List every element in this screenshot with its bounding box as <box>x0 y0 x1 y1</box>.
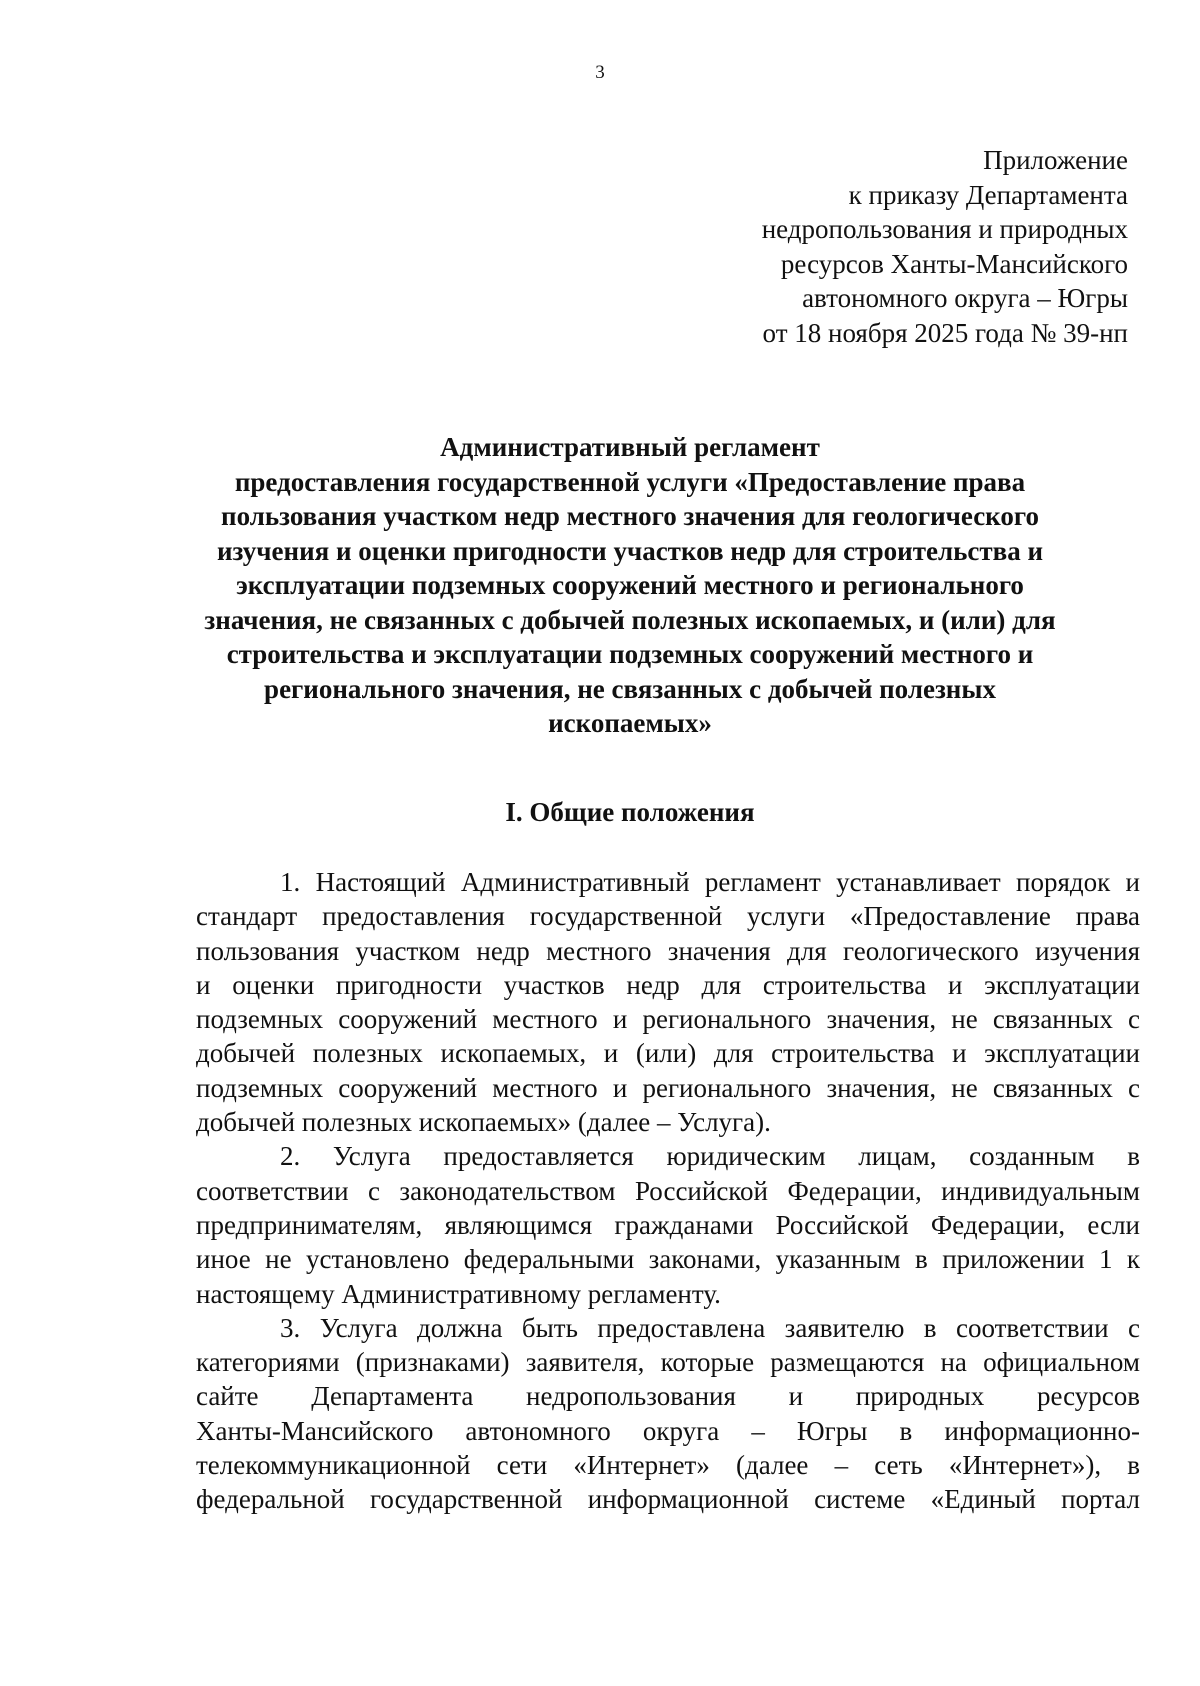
appendix-line: автономного округа – Югры <box>802 283 1128 313</box>
paragraph-line: добычей полезных ископаемых, и (или) для строительства и эксплуатации <box>196 1038 1140 1069</box>
paragraph-line: Ханты-Мансийского автономного округа – Югры в информационно- <box>196 1415 1140 1446</box>
title-line: эксплуатации подземных сооружений местного и регионального <box>236 570 1024 600</box>
paragraph-line: настоящему Административному регламенту. <box>196 1278 721 1309</box>
title-line: значения, не связанных с добычей полезных ископаемых, и (или) для <box>204 604 1056 635</box>
body-text <box>196 865 1140 1517</box>
paragraph-3 <box>196 1311 1140 1517</box>
appendix-line: ресурсов Ханты-Мансийского <box>780 248 1128 279</box>
paragraph-line: и оценки пригодности участков недр для строительства и эксплуатации <box>196 969 1140 1000</box>
paragraph-line: предпринимателям, являющимся гражданами Российской Федерации, если <box>196 1209 1140 1240</box>
appendix-block <box>528 143 1128 350</box>
appendix-line: Приложение <box>983 145 1128 175</box>
paragraph-line: стандарт предоставления государственной услуги «Предоставление права <box>196 901 1140 932</box>
paragraph-line: пользования участком недр местного значения для геологического изучения <box>196 935 1140 966</box>
paragraph-line: подземных сооружений местного и регионального значения, не связанных с <box>196 1004 1140 1035</box>
paragraph-line: сайте Департамента недропользования и природных ресурсов <box>196 1381 1140 1412</box>
title-line: регионального значения, не связанных с добычей полезных <box>264 673 996 704</box>
paragraph-line: категориями (признаками) заявителя, которые размещаются на официальном <box>196 1347 1140 1378</box>
title-line: пользования участком недр местного значения для геологического <box>221 501 1039 531</box>
paragraph-line: добычей полезных ископаемых» (далее – Услуга). <box>196 1107 771 1138</box>
appendix-line: от 18 ноября 2025 года № 39-нп <box>762 317 1128 348</box>
title-line: Административный регламент <box>440 432 820 462</box>
appendix-line: недропользования и природных <box>761 214 1128 244</box>
title-line: строительства и эксплуатации подземных сооружений местного и <box>226 639 1034 669</box>
paragraph-line: 1. Настоящий Административный регламент устанавливает порядок и <box>280 867 1140 897</box>
document-title <box>150 430 1110 741</box>
paragraph-2 <box>196 1139 1140 1310</box>
title-line: изучения и оценки пригодности участков недр для строительства и <box>216 535 1044 566</box>
paragraph-line: федеральной государственной информационной системе «Единый портал <box>196 1484 1140 1515</box>
paragraph-1 <box>196 865 1140 1139</box>
paragraph-line: соответствии с законодательством Российской Федерации, индивидуальным <box>196 1175 1140 1206</box>
paragraph-line: иное не установлено федеральными законами, указанным в приложении 1 к <box>196 1244 1140 1275</box>
section-heading: I. Общие положения <box>505 797 755 827</box>
paragraph-line: 2. Услуга предоставляется юридическим лицам, созданным в <box>280 1141 1140 1172</box>
paragraph-line: подземных сооружений местного и регионального значения, не связанных с <box>196 1072 1140 1103</box>
paragraph-line: 3. Услуга должна быть предоставлена заявителю в соответствии с <box>280 1312 1140 1343</box>
paragraph-line: телекоммуникационной сети «Интернет» (далее – сеть «Интернет»), в <box>196 1450 1140 1481</box>
appendix-line: к приказу Департамента <box>848 179 1128 210</box>
title-line: предоставления государственной услуги «Предоставление права <box>234 466 1026 497</box>
title-line: ископаемых» <box>548 708 712 738</box>
page-number: 3 <box>595 62 605 83</box>
